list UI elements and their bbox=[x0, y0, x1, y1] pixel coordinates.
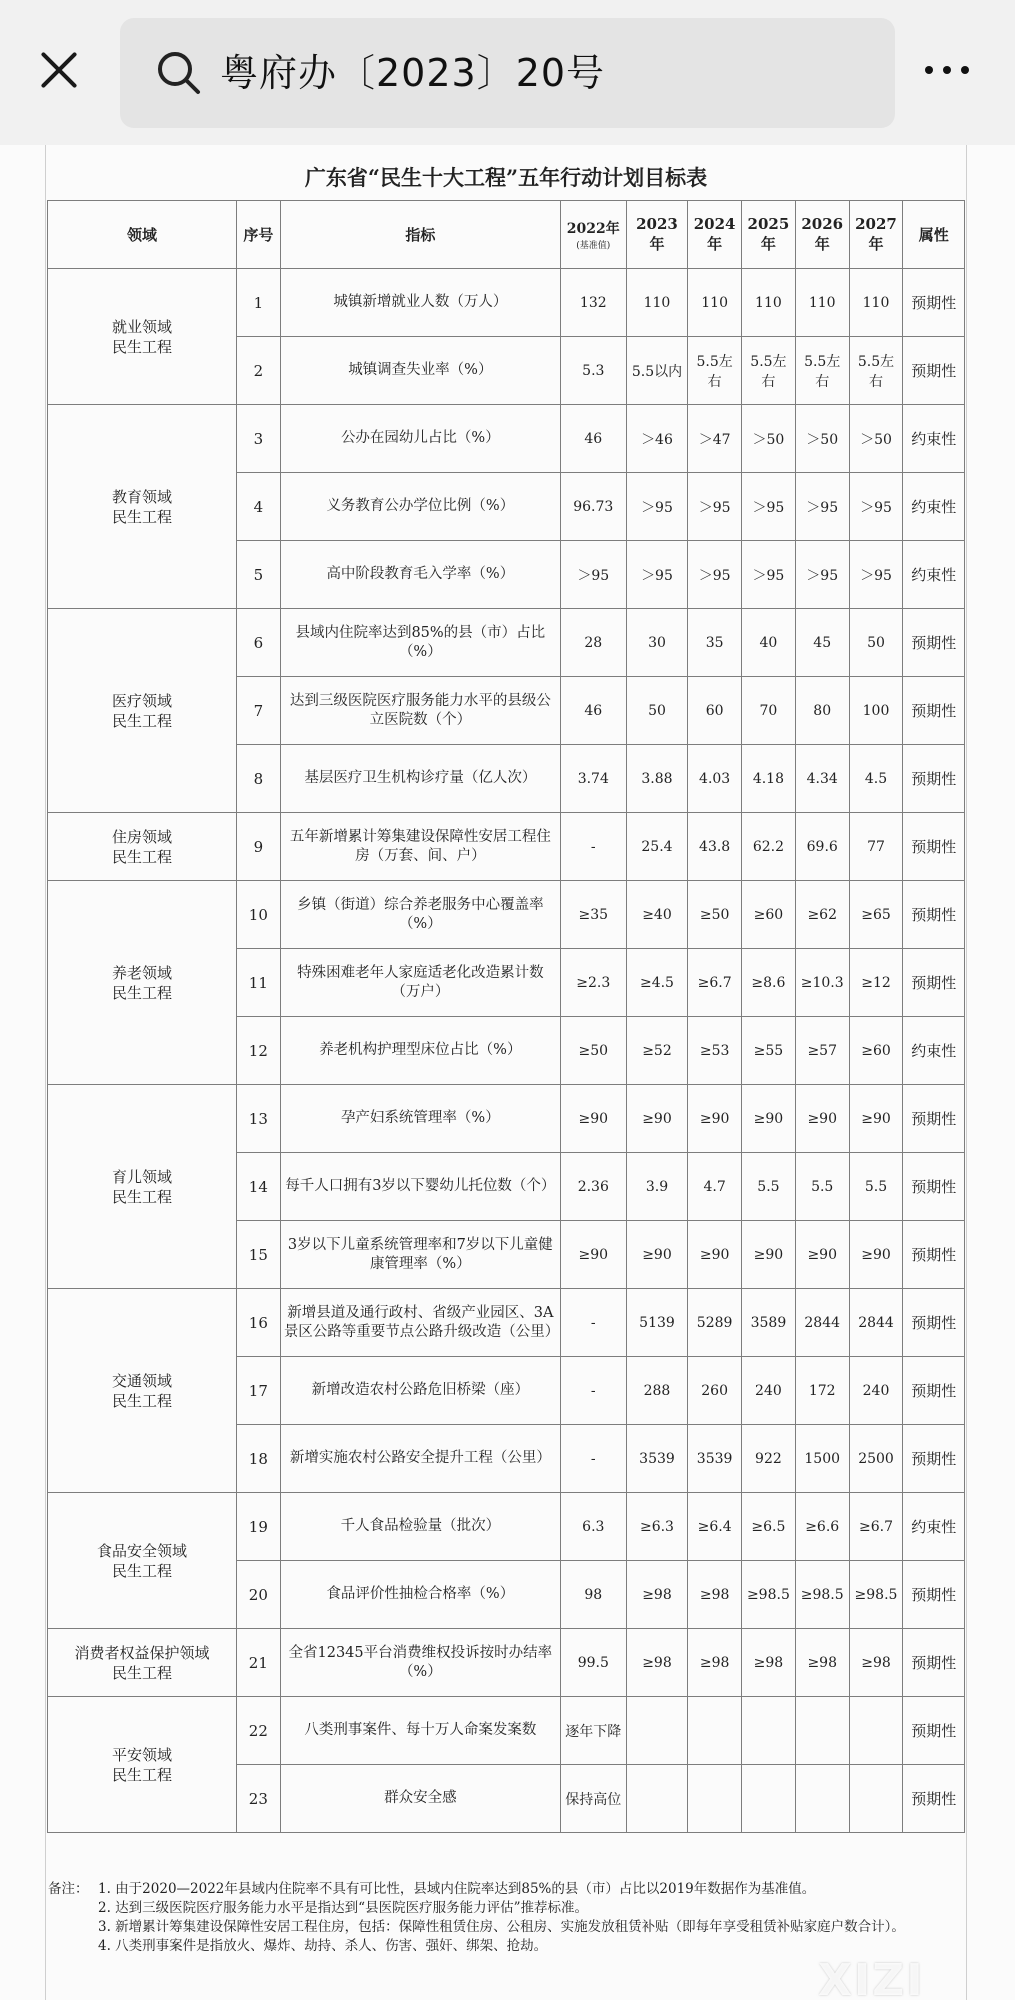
attr-cell: 预期性 bbox=[903, 1357, 965, 1425]
value-cell: ≥90 bbox=[626, 1221, 687, 1289]
value-cell: 110 bbox=[688, 269, 742, 337]
value-cell: 逐年下降 bbox=[560, 1697, 626, 1765]
value-cell: 46 bbox=[560, 677, 626, 745]
value-cell: 260 bbox=[688, 1357, 742, 1425]
domain-label: 住房领域 bbox=[111, 827, 172, 846]
value-cell: 2844 bbox=[849, 1289, 903, 1357]
value-cell bbox=[626, 1697, 687, 1765]
value-cell: ≥55 bbox=[742, 1017, 796, 1085]
value-cell: ≥6.4 bbox=[688, 1493, 742, 1561]
table-row bbox=[48, 609, 965, 677]
domain-label: 民生工程 bbox=[111, 1187, 172, 1206]
year-label: 2022年 bbox=[566, 221, 620, 237]
value-cell bbox=[795, 1697, 849, 1765]
domain-cell bbox=[48, 1697, 237, 1833]
value-cell: 132 bbox=[560, 269, 626, 337]
col-header-domain: 领域 bbox=[48, 201, 237, 269]
value-cell: 110 bbox=[626, 269, 687, 337]
value-cell: 3.74 bbox=[560, 745, 626, 813]
attr-cell: 约束性 bbox=[903, 473, 965, 541]
domain-cell bbox=[48, 405, 237, 609]
value-cell: ＞95 bbox=[626, 541, 687, 609]
col-header-2026: 2026年 bbox=[795, 201, 849, 269]
document-image bbox=[0, 145, 1015, 2000]
value-cell bbox=[742, 1765, 796, 1833]
attr-cell: 预期性 bbox=[903, 609, 965, 677]
seq-cell: 1 bbox=[236, 269, 280, 337]
attr-cell: 预期性 bbox=[903, 1561, 965, 1629]
value-cell: 43.8 bbox=[688, 813, 742, 881]
value-cell: 4.7 bbox=[688, 1153, 742, 1221]
value-cell: 4.03 bbox=[688, 745, 742, 813]
value-cell: ≥98 bbox=[742, 1629, 796, 1697]
seq-cell: 18 bbox=[236, 1425, 280, 1493]
value-cell: ＞95 bbox=[742, 541, 796, 609]
notes-label: 备注： bbox=[48, 1881, 89, 1897]
domain-label: 育儿领域 bbox=[111, 1167, 172, 1186]
value-cell: 110 bbox=[742, 269, 796, 337]
value-cell: ≥90 bbox=[688, 1221, 742, 1289]
table-row bbox=[48, 1629, 965, 1697]
domain-label: 民生工程 bbox=[111, 1561, 172, 1580]
col-header-2023: 2023年 bbox=[626, 201, 687, 269]
indicator-cell: 每千人口拥有3岁以下婴幼儿托位数（个） bbox=[280, 1153, 560, 1221]
domain-cell bbox=[48, 1493, 237, 1629]
value-cell: ≥6.7 bbox=[849, 1493, 903, 1561]
seq-cell: 10 bbox=[236, 881, 280, 949]
indicator-cell: 新增实施农村公路安全提升工程（公里） bbox=[280, 1425, 560, 1493]
value-cell: ≥90 bbox=[795, 1221, 849, 1289]
table-row bbox=[48, 1289, 965, 1357]
attr-cell: 约束性 bbox=[903, 1493, 965, 1561]
value-cell: ≥98 bbox=[626, 1629, 687, 1697]
value-cell: ≥6.5 bbox=[742, 1493, 796, 1561]
seq-cell: 5 bbox=[236, 541, 280, 609]
col-header-attr: 属性 bbox=[903, 201, 965, 269]
value-cell: ≥90 bbox=[560, 1221, 626, 1289]
value-cell: 2844 bbox=[795, 1289, 849, 1357]
value-cell: ＞95 bbox=[688, 541, 742, 609]
value-cell: ≥98 bbox=[688, 1629, 742, 1697]
attr-cell: 预期性 bbox=[903, 813, 965, 881]
baseline-label: (基准值) bbox=[576, 241, 611, 251]
value-cell: 5.5左右 bbox=[742, 337, 796, 405]
value-cell: 35 bbox=[688, 609, 742, 677]
value-cell: ≥10.3 bbox=[795, 949, 849, 1017]
value-cell: ≥52 bbox=[626, 1017, 687, 1085]
col-header-indicator: 指标 bbox=[280, 201, 560, 269]
value-cell: ≥90 bbox=[688, 1085, 742, 1153]
value-cell: 5.5 bbox=[849, 1153, 903, 1221]
value-cell: ≥2.3 bbox=[560, 949, 626, 1017]
value-cell: 110 bbox=[795, 269, 849, 337]
value-cell: 4.18 bbox=[742, 745, 796, 813]
value-cell: ≥90 bbox=[742, 1085, 796, 1153]
value-cell: ≥50 bbox=[560, 1017, 626, 1085]
notes bbox=[48, 1880, 964, 1956]
seq-cell: 3 bbox=[236, 405, 280, 473]
value-cell: 80 bbox=[795, 677, 849, 745]
seq-cell: 2 bbox=[236, 337, 280, 405]
value-cell: 3.88 bbox=[626, 745, 687, 813]
seq-cell: 20 bbox=[236, 1561, 280, 1629]
table-row bbox=[48, 1697, 965, 1765]
seq-cell: 4 bbox=[236, 473, 280, 541]
value-cell: 240 bbox=[742, 1357, 796, 1425]
value-cell: ≥60 bbox=[742, 881, 796, 949]
indicator-cell: 公办在园幼儿占比（%） bbox=[280, 405, 560, 473]
value-cell: 25.4 bbox=[626, 813, 687, 881]
value-cell bbox=[742, 1697, 796, 1765]
value-cell: 3.9 bbox=[626, 1153, 687, 1221]
domain-label: 消费者权益保护领域 bbox=[74, 1643, 210, 1662]
value-cell: ≥4.5 bbox=[626, 949, 687, 1017]
value-cell: 5289 bbox=[688, 1289, 742, 1357]
col-header-2027: 2027年 bbox=[849, 201, 903, 269]
value-cell: ≥98 bbox=[795, 1629, 849, 1697]
value-cell: ＞50 bbox=[849, 405, 903, 473]
value-cell: - bbox=[560, 1289, 626, 1357]
value-cell: ＞95 bbox=[795, 541, 849, 609]
indicator-cell: 五年新增累计筹集建设保障性安居工程住房（万套、间、户） bbox=[280, 813, 560, 881]
value-cell: ≥65 bbox=[849, 881, 903, 949]
value-cell bbox=[688, 1697, 742, 1765]
seq-cell: 9 bbox=[236, 813, 280, 881]
value-cell: ≥98.5 bbox=[742, 1561, 796, 1629]
note-line bbox=[48, 1937, 964, 1956]
value-cell: 110 bbox=[849, 269, 903, 337]
attr-cell: 预期性 bbox=[903, 1697, 965, 1765]
seq-cell: 8 bbox=[236, 745, 280, 813]
seq-cell: 17 bbox=[236, 1357, 280, 1425]
domain-label: 民生工程 bbox=[111, 507, 172, 526]
domain-cell bbox=[48, 1085, 237, 1289]
table-row bbox=[48, 881, 965, 949]
seq-cell: 14 bbox=[236, 1153, 280, 1221]
indicator-cell: 基层医疗卫生机构诊疗量（亿人次） bbox=[280, 745, 560, 813]
value-cell: 62.2 bbox=[742, 813, 796, 881]
attr-cell: 约束性 bbox=[903, 1017, 965, 1085]
note-text: 1. 由于2020—2022年县域内住院率不具有可比性，县域内住院率达到85%的县（市）占比以2019年数据作为基准值。 bbox=[98, 1881, 816, 1897]
domain-label: 民生工程 bbox=[111, 1765, 172, 1784]
value-cell: 77 bbox=[849, 813, 903, 881]
value-cell: ＞95 bbox=[688, 473, 742, 541]
indicator-cell: 高中阶段教育毛入学率（%） bbox=[280, 541, 560, 609]
value-cell: ≥12 bbox=[849, 949, 903, 1017]
attr-cell: 预期性 bbox=[903, 881, 965, 949]
seq-cell: 7 bbox=[236, 677, 280, 745]
value-cell bbox=[626, 1765, 687, 1833]
value-cell: ≥8.6 bbox=[742, 949, 796, 1017]
value-cell: 3589 bbox=[742, 1289, 796, 1357]
divider bbox=[966, 145, 967, 2000]
domain-label: 民生工程 bbox=[111, 711, 172, 730]
table-title: 广东省“民生十大工程”五年行动计划目标表 bbox=[304, 165, 708, 190]
value-cell: 46 bbox=[560, 405, 626, 473]
domain-label: 民生工程 bbox=[111, 847, 172, 866]
value-cell: ＞95 bbox=[795, 473, 849, 541]
domain-label: 医疗领域 bbox=[111, 691, 172, 710]
attr-cell: 预期性 bbox=[903, 1425, 965, 1493]
value-cell: - bbox=[560, 813, 626, 881]
table-row bbox=[48, 1085, 965, 1153]
domain-label: 教育领域 bbox=[111, 487, 172, 506]
attr-cell: 预期性 bbox=[903, 745, 965, 813]
domain-cell bbox=[48, 269, 237, 405]
note-line bbox=[48, 1899, 964, 1918]
search-query[interactable]: 粤府办〔2023〕20号 bbox=[220, 51, 606, 95]
watermark-logo: XIZI bbox=[818, 1955, 925, 2000]
seq-cell: 19 bbox=[236, 1493, 280, 1561]
value-cell: ＞50 bbox=[795, 405, 849, 473]
indicator-cell: 达到三级医院医疗服务能力水平的县级公立医院数（个） bbox=[280, 677, 560, 745]
value-cell: ≥50 bbox=[688, 881, 742, 949]
value-cell: ≥6.6 bbox=[795, 1493, 849, 1561]
value-cell: ≥90 bbox=[849, 1085, 903, 1153]
indicator-cell: 乡镇（街道）综合养老服务中心覆盖率（%） bbox=[280, 881, 560, 949]
value-cell: ＞95 bbox=[849, 473, 903, 541]
attr-cell: 约束性 bbox=[903, 405, 965, 473]
value-cell: ≥6.7 bbox=[688, 949, 742, 1017]
table-row bbox=[48, 1493, 965, 1561]
table-row bbox=[48, 269, 965, 337]
indicator-cell: 城镇调查失业率（%） bbox=[280, 337, 560, 405]
value-cell bbox=[795, 1765, 849, 1833]
value-cell: 2500 bbox=[849, 1425, 903, 1493]
value-cell: 100 bbox=[849, 677, 903, 745]
value-cell bbox=[849, 1697, 903, 1765]
value-cell: ＞47 bbox=[688, 405, 742, 473]
domain-label: 民生工程 bbox=[111, 1663, 172, 1682]
col-header-2022 bbox=[560, 201, 626, 269]
indicator-cell: 义务教育公办学位比例（%） bbox=[280, 473, 560, 541]
value-cell: ≥53 bbox=[688, 1017, 742, 1085]
indicator-cell: 养老机构护理型床位占比（%） bbox=[280, 1017, 560, 1085]
value-cell: 6.3 bbox=[560, 1493, 626, 1561]
seq-cell: 13 bbox=[236, 1085, 280, 1153]
value-cell: ≥98 bbox=[626, 1561, 687, 1629]
attr-cell: 约束性 bbox=[903, 541, 965, 609]
value-cell: ≥98.5 bbox=[849, 1561, 903, 1629]
value-cell: ≥35 bbox=[560, 881, 626, 949]
indicator-cell: 千人食品检验量（批次） bbox=[280, 1493, 560, 1561]
value-cell: 45 bbox=[795, 609, 849, 677]
close-icon[interactable] bbox=[30, 40, 90, 100]
attr-cell: 预期性 bbox=[903, 1221, 965, 1289]
attr-cell: 预期性 bbox=[903, 337, 965, 405]
value-cell: 5.5左右 bbox=[795, 337, 849, 405]
value-cell: 288 bbox=[626, 1357, 687, 1425]
attr-cell: 预期性 bbox=[903, 1153, 965, 1221]
value-cell: 50 bbox=[849, 609, 903, 677]
indicator-cell: 3岁以下儿童系统管理率和7岁以下儿童健康管理率（%） bbox=[280, 1221, 560, 1289]
table-row bbox=[48, 813, 965, 881]
value-cell: 2.36 bbox=[560, 1153, 626, 1221]
domain-label: 平安领域 bbox=[111, 1745, 172, 1764]
value-cell: 96.73 bbox=[560, 473, 626, 541]
attr-cell: 预期性 bbox=[903, 1085, 965, 1153]
domain-label: 就业领域 bbox=[111, 317, 172, 336]
domain-label: 养老领域 bbox=[111, 963, 172, 982]
value-cell: 3539 bbox=[688, 1425, 742, 1493]
value-cell: 5.5左右 bbox=[688, 337, 742, 405]
value-cell: 3539 bbox=[626, 1425, 687, 1493]
value-cell: - bbox=[560, 1357, 626, 1425]
col-header-2025: 2025年 bbox=[742, 201, 796, 269]
value-cell: ≥90 bbox=[742, 1221, 796, 1289]
attr-cell: 预期性 bbox=[903, 1289, 965, 1357]
value-cell: ＞95 bbox=[560, 541, 626, 609]
indicator-cell: 新增县道及通行政村、省级产业园区、3A景区公路等重要节点公路升级改造（公里） bbox=[280, 1289, 560, 1357]
value-cell: ≥90 bbox=[560, 1085, 626, 1153]
domain-cell bbox=[48, 1289, 237, 1493]
note-text: 3. 新增累计筹集建设保障性安居工程住房，包括：保障性租赁住房、公租房、实施发放租赁补贴（即每年享受租赁补贴家庭户数合计）。 bbox=[98, 1919, 905, 1935]
value-cell: 69.6 bbox=[795, 813, 849, 881]
search-icon bbox=[156, 50, 202, 96]
value-cell: ≥40 bbox=[626, 881, 687, 949]
seq-cell: 16 bbox=[236, 1289, 280, 1357]
seq-cell: 12 bbox=[236, 1017, 280, 1085]
value-cell: 60 bbox=[688, 677, 742, 745]
value-cell: 70 bbox=[742, 677, 796, 745]
domain-label: 民生工程 bbox=[111, 983, 172, 1002]
value-cell bbox=[849, 1765, 903, 1833]
value-cell: ＞95 bbox=[742, 473, 796, 541]
attr-cell: 预期性 bbox=[903, 1765, 965, 1833]
domain-label: 交通领域 bbox=[111, 1371, 172, 1390]
value-cell: 保持高位 bbox=[560, 1765, 626, 1833]
more-options-icon[interactable] bbox=[925, 55, 985, 85]
indicator-cell: 群众安全感 bbox=[280, 1765, 560, 1833]
seq-cell: 22 bbox=[236, 1697, 280, 1765]
col-header-seq: 序号 bbox=[236, 201, 280, 269]
seq-cell: 15 bbox=[236, 1221, 280, 1289]
indicator-cell: 全省12345平台消费维权投诉按时办结率（%） bbox=[280, 1629, 560, 1697]
note-text: 4. 八类刑事案件是指放火、爆炸、劫持、杀人、伤害、强奸、绑架、抢劫。 bbox=[98, 1938, 548, 1954]
value-cell: ≥98.5 bbox=[795, 1561, 849, 1629]
indicator-cell: 特殊困难老年人家庭适老化改造累计数（万户） bbox=[280, 949, 560, 1017]
value-cell: ＞50 bbox=[742, 405, 796, 473]
domain-cell bbox=[48, 609, 237, 813]
value-cell: 1500 bbox=[795, 1425, 849, 1493]
seq-cell: 11 bbox=[236, 949, 280, 1017]
note-line bbox=[48, 1918, 964, 1937]
divider bbox=[45, 145, 46, 2000]
domain-label: 民生工程 bbox=[111, 337, 172, 356]
value-cell: ≥98 bbox=[688, 1561, 742, 1629]
table-header-row bbox=[48, 201, 965, 269]
domain-cell bbox=[48, 1629, 237, 1697]
domain-cell bbox=[48, 813, 237, 881]
search-input[interactable] bbox=[120, 18, 895, 128]
top-bar bbox=[0, 0, 1015, 145]
value-cell: 99.5 bbox=[560, 1629, 626, 1697]
col-header-2024: 2024年 bbox=[688, 201, 742, 269]
table-row bbox=[48, 405, 965, 473]
target-table bbox=[47, 200, 965, 1833]
value-cell: ≥90 bbox=[626, 1085, 687, 1153]
indicator-cell: 城镇新增就业人数（万人） bbox=[280, 269, 560, 337]
value-cell: 172 bbox=[795, 1357, 849, 1425]
note-line bbox=[48, 1880, 964, 1899]
value-cell: 98 bbox=[560, 1561, 626, 1629]
attr-cell: 预期性 bbox=[903, 1629, 965, 1697]
note-text: 2. 达到三级医院医疗服务能力水平是指达到“县医院医疗服务能力评估”推荐标准。 bbox=[98, 1900, 588, 1916]
value-cell: ≥60 bbox=[849, 1017, 903, 1085]
value-cell: 4.34 bbox=[795, 745, 849, 813]
value-cell: ＞95 bbox=[849, 541, 903, 609]
value-cell: 5.5以内 bbox=[626, 337, 687, 405]
attr-cell: 预期性 bbox=[903, 677, 965, 745]
value-cell: - bbox=[560, 1425, 626, 1493]
indicator-cell: 县域内住院率达到85%的县（市）占比（%） bbox=[280, 609, 560, 677]
seq-cell: 6 bbox=[236, 609, 280, 677]
value-cell bbox=[688, 1765, 742, 1833]
value-cell: 5.3 bbox=[560, 337, 626, 405]
domain-cell bbox=[48, 881, 237, 1085]
table-body bbox=[48, 269, 965, 1833]
value-cell: ＞95 bbox=[626, 473, 687, 541]
indicator-cell: 食品评价性抽检合格率（%） bbox=[280, 1561, 560, 1629]
value-cell: 922 bbox=[742, 1425, 796, 1493]
domain-label: 食品安全领域 bbox=[96, 1541, 187, 1560]
value-cell: 5.5左右 bbox=[849, 337, 903, 405]
value-cell: ＞46 bbox=[626, 405, 687, 473]
value-cell: 4.5 bbox=[849, 745, 903, 813]
value-cell: ≥98 bbox=[849, 1629, 903, 1697]
indicator-cell: 八类刑事案件、每十万人命案发案数 bbox=[280, 1697, 560, 1765]
value-cell: 5.5 bbox=[795, 1153, 849, 1221]
value-cell: ≥6.3 bbox=[626, 1493, 687, 1561]
seq-cell: 23 bbox=[236, 1765, 280, 1833]
value-cell: ≥90 bbox=[795, 1085, 849, 1153]
value-cell: 50 bbox=[626, 677, 687, 745]
value-cell: 5139 bbox=[626, 1289, 687, 1357]
value-cell: ≥62 bbox=[795, 881, 849, 949]
value-cell: 5.5 bbox=[742, 1153, 796, 1221]
seq-cell: 21 bbox=[236, 1629, 280, 1697]
attr-cell: 预期性 bbox=[903, 949, 965, 1017]
value-cell: ≥90 bbox=[849, 1221, 903, 1289]
domain-label: 民生工程 bbox=[111, 1391, 172, 1410]
indicator-cell: 孕产妇系统管理率（%） bbox=[280, 1085, 560, 1153]
attr-cell: 预期性 bbox=[903, 269, 965, 337]
value-cell: ≥57 bbox=[795, 1017, 849, 1085]
value-cell: 28 bbox=[560, 609, 626, 677]
value-cell: 240 bbox=[849, 1357, 903, 1425]
indicator-cell: 新增改造农村公路危旧桥梁（座） bbox=[280, 1357, 560, 1425]
value-cell: 30 bbox=[626, 609, 687, 677]
value-cell: 40 bbox=[742, 609, 796, 677]
